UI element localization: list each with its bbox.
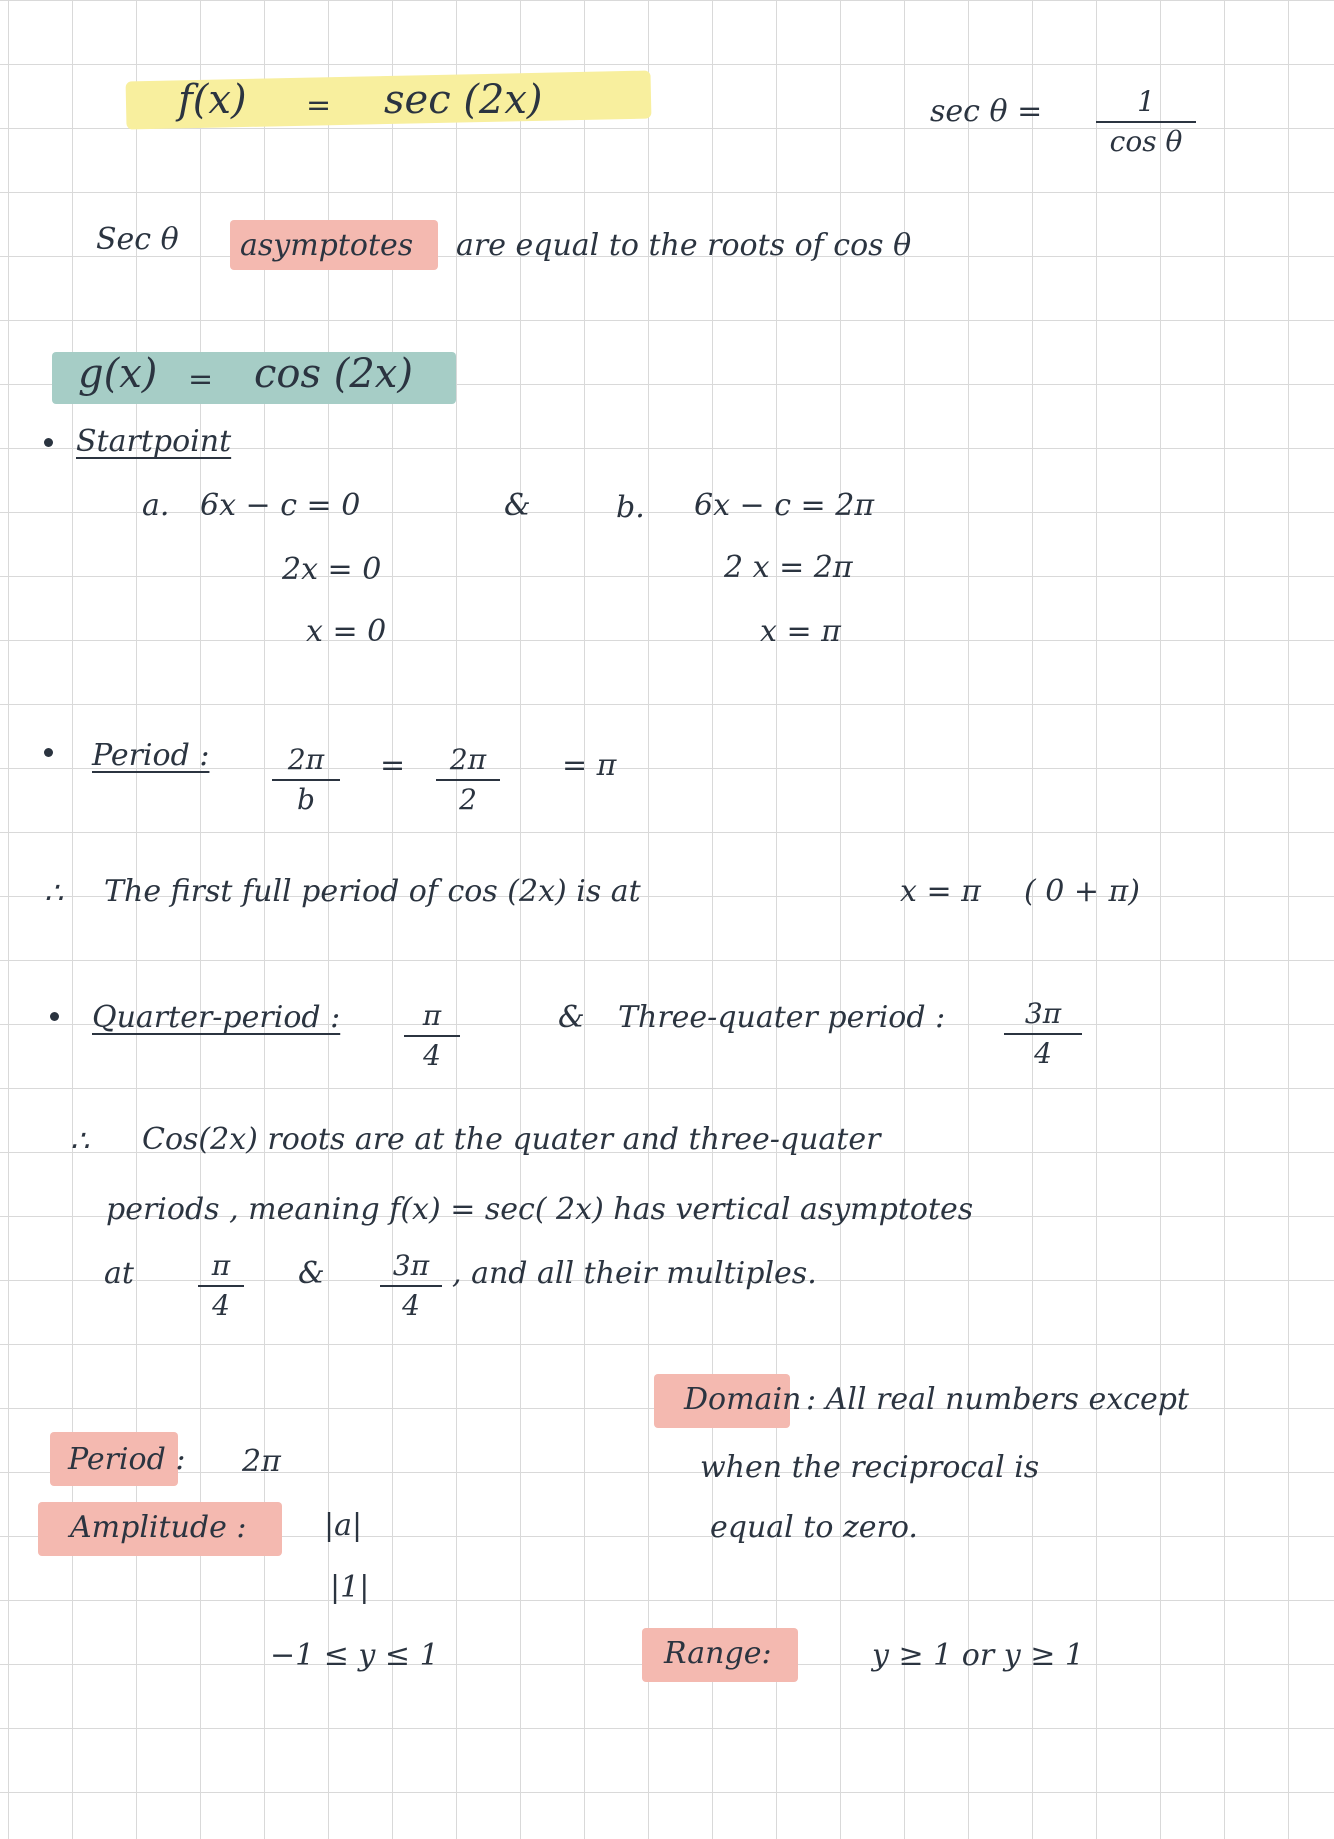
prop-amplitude-value: |a| bbox=[324, 1508, 363, 1543]
fraction-bar bbox=[380, 1285, 442, 1287]
therefore-1: ∴ bbox=[44, 876, 64, 911]
prop-amplitude-value2: |1| bbox=[330, 1570, 370, 1605]
roots-frac1-num: π bbox=[211, 1249, 231, 1282]
roots-frac1 bbox=[198, 1250, 244, 1322]
roots-line2: periods , meaning f(x) = sec( 2x) has vertical asymptotes bbox=[106, 1192, 974, 1227]
identity-numerator: 1 bbox=[1137, 85, 1155, 118]
period-frac2-den: 2 bbox=[459, 783, 477, 816]
f-equals: = bbox=[306, 88, 332, 123]
roots-at: at bbox=[104, 1256, 134, 1291]
three-quarter-frac bbox=[1004, 998, 1082, 1070]
g-rhs: cos (2x) bbox=[254, 351, 413, 397]
g-equals: = bbox=[188, 362, 214, 397]
startpoint-a-line2: 2x = 0 bbox=[282, 552, 382, 587]
startpoint-b-line1: 6x − c = 2π bbox=[694, 488, 875, 523]
quarter-label: Quarter-period : bbox=[92, 1000, 341, 1035]
range-label: Range: bbox=[664, 1636, 772, 1671]
fraction-bar bbox=[272, 779, 340, 781]
roots-frac1-den: 4 bbox=[212, 1289, 230, 1322]
startpoint-a-label: a. bbox=[142, 488, 170, 523]
quarter-amp: & bbox=[558, 1000, 585, 1035]
startpoint-b-label: b. bbox=[616, 490, 645, 525]
asymptotes-word: asymptotes bbox=[240, 228, 414, 263]
bullet-period bbox=[44, 748, 53, 757]
roots-amp: & bbox=[298, 1256, 325, 1291]
roots-line1: Cos(2x) roots are at the quater and three-quater bbox=[142, 1122, 881, 1157]
first-period-paren: ( 0 + π) bbox=[1024, 874, 1140, 909]
asymptote-rest: are equal to the roots of cos θ bbox=[456, 228, 912, 263]
fraction-bar bbox=[198, 1285, 244, 1287]
period-frac1 bbox=[272, 744, 340, 816]
fraction-bar bbox=[436, 779, 500, 781]
prop-amplitude-range: −1 ≤ y ≤ 1 bbox=[270, 1638, 439, 1673]
domain-line3: equal to zero. bbox=[710, 1510, 918, 1545]
three-quarter-num: 3π bbox=[1024, 997, 1062, 1030]
three-quarter-den: 4 bbox=[1034, 1037, 1052, 1070]
period-frac2 bbox=[436, 744, 500, 816]
range-value: y ≥ 1 or y ≥ 1 bbox=[872, 1638, 1084, 1673]
prop-period-label: Period : bbox=[68, 1442, 186, 1477]
roots-tail: , and all their multiples. bbox=[452, 1256, 817, 1291]
period-eq2: = π bbox=[562, 748, 617, 783]
g-lhs: g(x) bbox=[78, 351, 158, 397]
roots-frac2 bbox=[380, 1250, 442, 1322]
therefore-2: ∴ bbox=[70, 1124, 90, 1159]
three-quarter-label: Three-quater period : bbox=[618, 1000, 946, 1035]
period-label: Period : bbox=[92, 738, 210, 773]
startpoint-a-line1: 6x − c = 0 bbox=[200, 488, 361, 523]
first-period-value: x = π bbox=[900, 874, 981, 909]
domain-line2: when the reciprocal is bbox=[700, 1450, 1040, 1485]
bullet-startpoint bbox=[44, 438, 53, 447]
bullet-quarter bbox=[50, 1012, 59, 1021]
startpoint-a-line3: x = 0 bbox=[306, 614, 387, 649]
quarter-frac bbox=[404, 1000, 460, 1072]
sec-theta: Sec θ bbox=[96, 222, 179, 257]
prop-period-value: 2π bbox=[242, 1444, 281, 1479]
prop-amplitude-label: Amplitude : bbox=[70, 1510, 247, 1545]
quarter-frac-num: π bbox=[422, 999, 442, 1032]
fraction-bar bbox=[404, 1035, 460, 1037]
identity-denominator: cos θ bbox=[1109, 125, 1183, 158]
domain-label: Domain bbox=[684, 1382, 802, 1417]
f-lhs: f(x) bbox=[178, 77, 247, 123]
startpoint-b-line3: x = π bbox=[760, 614, 841, 649]
fraction-bar bbox=[1096, 121, 1196, 123]
roots-frac2-num: 3π bbox=[392, 1249, 430, 1282]
period-eq1: = bbox=[380, 748, 406, 783]
identity-lhs: sec θ = bbox=[930, 94, 1043, 129]
fraction-bar bbox=[1004, 1033, 1082, 1035]
period-frac1-den: b bbox=[297, 783, 315, 816]
quarter-frac-den: 4 bbox=[423, 1039, 441, 1072]
f-rhs: sec (2x) bbox=[384, 77, 543, 123]
identity-fraction bbox=[1096, 86, 1196, 158]
domain-line1: : All real numbers except bbox=[806, 1382, 1189, 1417]
first-period-text: The first full period of cos (2x) is at bbox=[104, 874, 641, 909]
period-frac2-num: 2π bbox=[449, 743, 487, 776]
roots-frac2-den: 4 bbox=[402, 1289, 420, 1322]
period-frac1-num: 2π bbox=[287, 743, 325, 776]
startpoint-label: Startpoint bbox=[76, 424, 232, 459]
startpoint-b-line2: 2 x = 2π bbox=[724, 550, 853, 585]
startpoint-amp: & bbox=[504, 488, 531, 523]
